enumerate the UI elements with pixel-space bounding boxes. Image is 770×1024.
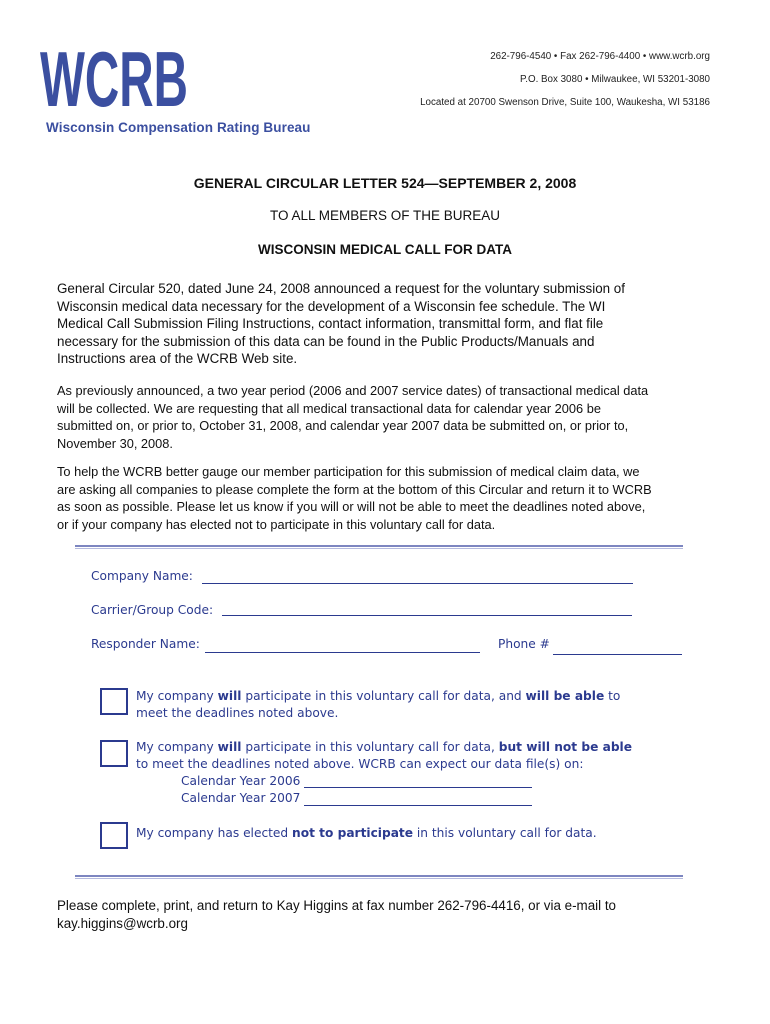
contact-email: kay.higgins@wcrb.org <box>57 915 188 931</box>
form-bottom-divider <box>75 875 683 879</box>
contact-address-line: Located at 20700 Swenson Drive, Suite 100, Waukesha, WI 53186 <box>420 97 710 108</box>
return-instructions-line: Please complete, print, and return to Kay Higgins at fax number 262-796-4416, or via e-mail to <box>57 898 616 913</box>
letter-title: GENERAL CIRCULAR LETTER 524—SEPTEMBER 2, 2008 <box>193 175 577 191</box>
responder-name-label: Responder Name: <box>91 637 200 651</box>
contact-pobox-line: P.O. Box 3080 • Milwaukee, WI 53201-3080 <box>519 74 710 85</box>
option-text: participate in this voluntary call for data, <box>241 740 499 754</box>
logo-text: WCRB <box>40 35 188 123</box>
not-participate-checkbox[interactable] <box>100 822 128 849</box>
carrier-code-input[interactable] <box>222 615 632 616</box>
option-will-participate-late <box>136 739 696 774</box>
paragraph-line: Instructions area of the WCRB Web site. <box>57 351 298 367</box>
paragraph-1 <box>57 280 717 368</box>
option-emphasis: will <box>217 689 242 703</box>
option-line <box>136 739 696 756</box>
paragraph-line: necessary for the submission of this data can be found in the Public Products/Manuals and <box>57 333 595 349</box>
option-text: My company <box>136 740 218 754</box>
option-text: My company has elected <box>136 826 293 840</box>
contact-phone-line: 262-796-4540 • Fax 262-796-4400 • www.wcrb.org <box>490 51 710 62</box>
paragraph-line: Medical Call Submission Filing Instructions, contact information, transmittal form, and flat file <box>57 316 604 332</box>
option-line <box>136 825 696 842</box>
option-emphasis: will be able <box>525 689 605 703</box>
phone-label: Phone # <box>498 637 550 651</box>
option-emphasis: not to participate <box>292 826 414 840</box>
paragraph-line: as soon as possible. Please let us know if you will or will not be able to meet the deadlines noted above, <box>57 499 646 515</box>
phone-input[interactable] <box>553 654 682 655</box>
option-text: My company <box>136 689 218 703</box>
return-instructions <box>57 897 717 932</box>
option-line <box>136 688 696 705</box>
option-text: participate in this voluntary call for data, and <box>241 689 526 703</box>
calendar-year-2007-label: Calendar Year 2007 <box>181 791 301 805</box>
paragraph-line: As previously announced, a two year period (2006 and 2007 service dates) of transactional medical data <box>57 383 649 398</box>
wcrb-logo <box>40 35 190 123</box>
subject-title: WISCONSIN MEDICAL CALL FOR DATA <box>258 242 512 257</box>
carrier-code-label: Carrier/Group Code: <box>91 603 214 617</box>
option-line: meet the deadlines noted above. <box>136 706 339 721</box>
paragraph-line: Wisconsin medical data necessary for the development of a Wisconsin fee schedule. The WI <box>57 298 606 314</box>
responder-name-input[interactable] <box>205 652 480 653</box>
option-line: to meet the deadlines noted above. WCRB can expect our data file(s) on: <box>136 757 584 772</box>
option-will-participate <box>136 688 696 723</box>
option-text: to <box>604 689 621 703</box>
addressee-line: TO ALL MEMBERS OF THE BUREAU <box>269 208 501 223</box>
option-not-participate <box>136 825 696 842</box>
paragraph-line: To help the WCRB better gauge our member participation for this submission of medical claim data, we <box>57 464 640 479</box>
calendar-year-2006-label: Calendar Year 2006 <box>181 774 301 788</box>
paragraph-line: are asking all companies to please complete the form at the bottom of this Circular and return it to WCRB <box>57 481 652 497</box>
org-name: Wisconsin Compensation Rating Bureau <box>46 120 311 135</box>
paragraph-line: will be collected. We are requesting that all medical transactional data for calendar year 2006 be <box>57 400 601 416</box>
form-top-divider <box>75 545 683 549</box>
calendar-year-2007-input[interactable] <box>304 805 532 806</box>
option-emphasis: will <box>217 740 242 754</box>
option-emphasis: but will not be able <box>498 740 632 754</box>
paragraph-line: submitted on, or prior to, October 31, 2008, and calendar year 2007 data be submitted on, or prior to, <box>57 418 629 434</box>
paragraph-line: or if your company has elected not to participate in this voluntary call for data. <box>57 516 496 532</box>
company-name-label: Company Name: <box>91 569 193 583</box>
will-participate-checkbox[interactable] <box>100 688 128 715</box>
paragraph-line: General Circular 520, dated June 24, 2008 announced a request for the voluntary submission of <box>57 281 625 296</box>
paragraph-line: November 30, 2008. <box>57 435 173 451</box>
will-participate-late-checkbox[interactable] <box>100 740 128 767</box>
paragraph-2 <box>57 382 717 452</box>
paragraph-3 <box>57 463 717 533</box>
calendar-year-2006-input[interactable] <box>304 787 532 788</box>
option-text: in this voluntary call for data. <box>413 826 597 840</box>
company-name-input[interactable] <box>202 583 633 584</box>
